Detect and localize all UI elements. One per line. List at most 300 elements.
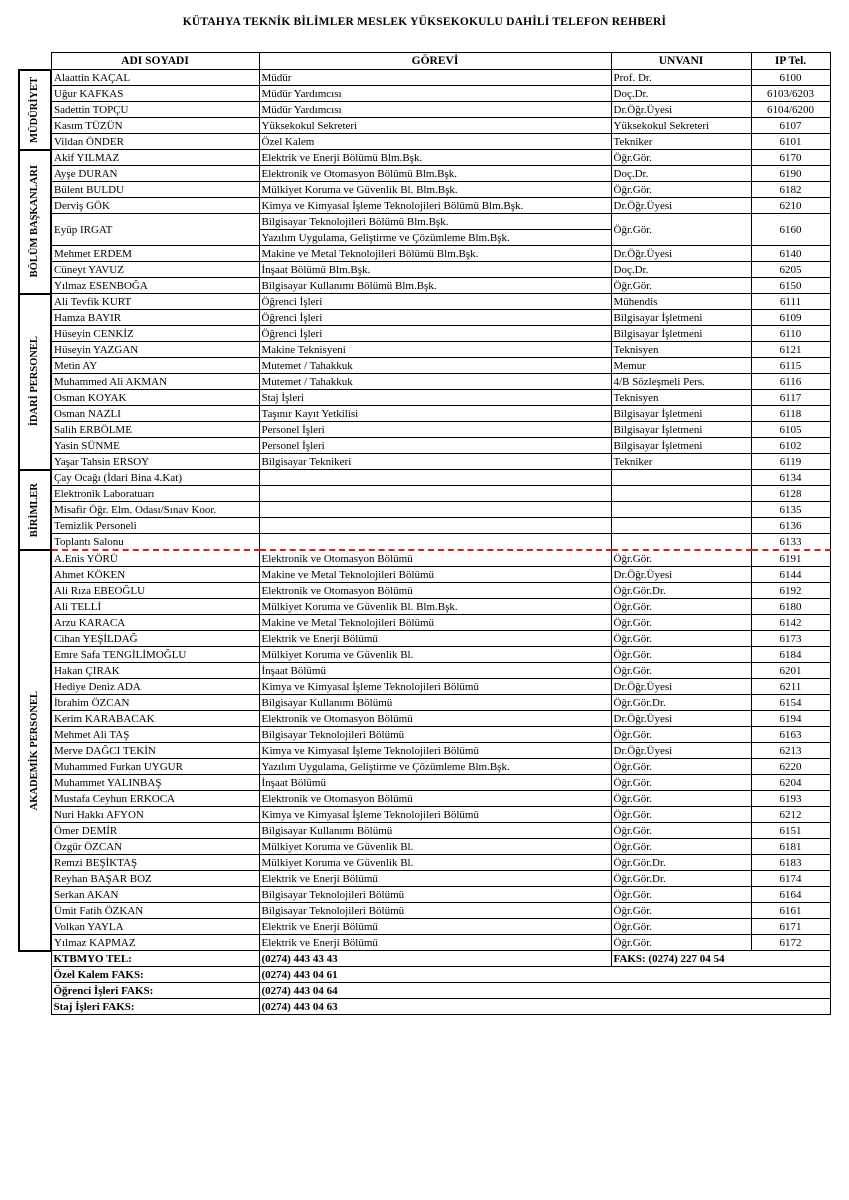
cell-role: Öğrenci İşleri bbox=[259, 310, 611, 326]
cell-name: Metin AY bbox=[51, 358, 259, 374]
cell-name: Hüseyin YAZGAN bbox=[51, 342, 259, 358]
cell-role: Mülkiyet Koruma ve Güvenlik Bl. Blm.Bşk. bbox=[259, 599, 611, 615]
cell-tel: 6182 bbox=[751, 182, 830, 198]
cell-title: Öğr.Gör. bbox=[611, 775, 751, 791]
cell-title: Öğr.Gör. bbox=[611, 214, 751, 246]
cell-tel: 6190 bbox=[751, 166, 830, 182]
cell-name: Reyhan BAŞAR BOZ bbox=[51, 871, 259, 887]
cell-role: Mutemet / Tahakkuk bbox=[259, 358, 611, 374]
footer-value: (0274) 443 04 63 bbox=[259, 999, 830, 1015]
cell-title: Doç.Dr. bbox=[611, 166, 751, 182]
cell-role: Öğrenci İşleri bbox=[259, 326, 611, 342]
cell-name: İbrahim ÖZCAN bbox=[51, 695, 259, 711]
contact-footer bbox=[19, 951, 830, 1015]
cell-title bbox=[611, 502, 751, 518]
table-row bbox=[19, 454, 830, 470]
table-row bbox=[19, 166, 830, 182]
cell-tel: 6128 bbox=[751, 486, 830, 502]
cell-tel: 6150 bbox=[751, 278, 830, 294]
table-row bbox=[19, 118, 830, 134]
cell-role: Müdür Yardımcısı bbox=[259, 86, 611, 102]
cell-tel: 6121 bbox=[751, 342, 830, 358]
footer-value: (0274) 443 04 61 bbox=[259, 967, 830, 983]
table-row bbox=[19, 871, 830, 887]
cell-role: Elektronik ve Otomasyon Bölümü bbox=[259, 791, 611, 807]
cell-tel: 6101 bbox=[751, 134, 830, 150]
section-label-cell bbox=[19, 550, 51, 951]
cell-role: Bilgisayar Teknikeri bbox=[259, 454, 611, 470]
header-name: ADI SOYADI bbox=[51, 53, 259, 70]
cell-name: Muhammed Furkan UYGUR bbox=[51, 759, 259, 775]
cell-tel: 6151 bbox=[751, 823, 830, 839]
table-row bbox=[19, 374, 830, 390]
cell-title: Memur bbox=[611, 358, 751, 374]
cell-name: Toplantı Salonu bbox=[51, 534, 259, 551]
cell-role: Taşınır Kayıt Yetkilisi bbox=[259, 406, 611, 422]
section-label: İDARİ PERSONEL bbox=[29, 336, 40, 427]
cell-name: Serkan AKAN bbox=[51, 887, 259, 903]
cell-role: Elektronik ve Otomasyon Bölümü Blm.Bşk. bbox=[259, 166, 611, 182]
table-row bbox=[19, 294, 830, 310]
cell-name: Kerim KARABACAK bbox=[51, 711, 259, 727]
cell-tel: 6212 bbox=[751, 807, 830, 823]
cell-tel: 6142 bbox=[751, 615, 830, 631]
cell-name: Mehmet Ali TAŞ bbox=[51, 727, 259, 743]
cell-role: Elektrik ve Enerji Bölümü bbox=[259, 919, 611, 935]
cell-role: Makine ve Metal Teknolojileri Bölümü Blm.Bşk. bbox=[259, 246, 611, 262]
cell-tel: 6210 bbox=[751, 198, 830, 214]
section-label-cell bbox=[19, 470, 51, 551]
cell-title: Tekniker bbox=[611, 134, 751, 150]
table-row bbox=[19, 855, 830, 871]
cell-title: Bilgisayar İşletmeni bbox=[611, 422, 751, 438]
cell-title: Öğr.Gör. bbox=[611, 823, 751, 839]
cell-title bbox=[611, 518, 751, 534]
cell-tel: 6100 bbox=[751, 70, 830, 86]
footer-label: Özel Kalem FAKS: bbox=[51, 967, 259, 983]
cell-role: Bilgisayar Teknolojileri Bölümü bbox=[259, 887, 611, 903]
cell-name: Eyüp IRGAT bbox=[51, 214, 259, 246]
cell-title: Öğr.Gör. bbox=[611, 807, 751, 823]
cell-tel: 6160 bbox=[751, 214, 830, 246]
cell-tel: 6115 bbox=[751, 358, 830, 374]
table-row bbox=[19, 182, 830, 198]
cell-role: Elektrik ve Enerji Bölümü bbox=[259, 631, 611, 647]
cell-tel: 6118 bbox=[751, 406, 830, 422]
cell-title: Bilgisayar İşletmeni bbox=[611, 438, 751, 454]
cell-tel: 6144 bbox=[751, 567, 830, 583]
table-row bbox=[19, 663, 830, 679]
cell-role bbox=[259, 518, 611, 534]
section-label: BÖLÜM BAŞKANLARI bbox=[29, 165, 40, 278]
cell-role: Öğrenci İşleri bbox=[259, 294, 611, 310]
table-row bbox=[19, 631, 830, 647]
cell-title bbox=[611, 486, 751, 502]
cell-role: Bilgisayar Kullanımı Bölümü bbox=[259, 695, 611, 711]
cell-name: Alaattin KAÇAL bbox=[51, 70, 259, 86]
cell-title bbox=[611, 534, 751, 551]
table-row bbox=[19, 486, 830, 502]
cell-tel: 6109 bbox=[751, 310, 830, 326]
cell-role: Mülkiyet Koruma ve Güvenlik Bl. Blm.Bşk. bbox=[259, 182, 611, 198]
footer-row bbox=[19, 999, 830, 1015]
table-row bbox=[19, 679, 830, 695]
cell-title: Dr.Öğr.Üyesi bbox=[611, 567, 751, 583]
cell-name: Yılmaz ESENBOĞA bbox=[51, 278, 259, 294]
cell-title: Öğr.Gör. bbox=[611, 935, 751, 951]
cell-role: Yazılım Uygulama, Geliştirme ve Çözümleme Blm.Bşk. bbox=[259, 230, 611, 246]
cell-tel: 6171 bbox=[751, 919, 830, 935]
cell-name: Nuri Hakkı AFYON bbox=[51, 807, 259, 823]
table-row bbox=[19, 102, 830, 118]
cell-title: Öğr.Gör. bbox=[611, 887, 751, 903]
cell-name: Mustafa Ceyhun ERKOCA bbox=[51, 791, 259, 807]
footer-spacer bbox=[19, 983, 51, 999]
cell-name: Hakan ÇIRAK bbox=[51, 663, 259, 679]
table-row bbox=[19, 743, 830, 759]
cell-name: Temizlik Personeli bbox=[51, 518, 259, 534]
table-row bbox=[19, 583, 830, 599]
cell-tel: 6191 bbox=[751, 550, 830, 567]
cell-title: Dr.Öğr.Üyesi bbox=[611, 198, 751, 214]
footer-spacer bbox=[19, 951, 51, 967]
cell-name: Salih ERBÖLME bbox=[51, 422, 259, 438]
phone-directory bbox=[18, 52, 831, 1015]
cell-tel: 6205 bbox=[751, 262, 830, 278]
directory-body bbox=[19, 70, 830, 951]
table-row bbox=[19, 278, 830, 294]
cell-role: Kimya ve Kimyasal İşleme Teknolojileri Bölümü bbox=[259, 807, 611, 823]
cell-role: İnşaat Bölümü bbox=[259, 663, 611, 679]
cell-tel: 6161 bbox=[751, 903, 830, 919]
section-label-cell bbox=[19, 150, 51, 294]
header-title: UNVANI bbox=[611, 53, 751, 70]
cell-tel: 6201 bbox=[751, 663, 830, 679]
cell-tel: 6134 bbox=[751, 470, 830, 486]
cell-name: Ümit Fatih ÖZKAN bbox=[51, 903, 259, 919]
cell-tel: 6180 bbox=[751, 599, 830, 615]
cell-tel: 6135 bbox=[751, 502, 830, 518]
cell-name: Arzu KARACA bbox=[51, 615, 259, 631]
cell-name: Cihan YEŞİLDAĞ bbox=[51, 631, 259, 647]
cell-name: Yaşar Tahsin ERSOY bbox=[51, 454, 259, 470]
table-row bbox=[19, 262, 830, 278]
cell-name: Remzi BEŞİKTAŞ bbox=[51, 855, 259, 871]
cell-role: Bilgisayar Teknolojileri Bölümü Blm.Bşk. bbox=[259, 214, 611, 230]
section-label: BİRİMLER bbox=[29, 482, 40, 537]
cell-role: Yüksekokul Sekreteri bbox=[259, 118, 611, 134]
cell-name: Muhammet YALINBAŞ bbox=[51, 775, 259, 791]
cell-name: Ahmet KÖKEN bbox=[51, 567, 259, 583]
cell-name: Çay Ocağı (İdari Bina 4.Kat) bbox=[51, 470, 259, 486]
cell-tel: 6174 bbox=[751, 871, 830, 887]
cell-role: Elektrik ve Enerji Bölümü bbox=[259, 935, 611, 951]
table-row bbox=[19, 647, 830, 663]
cell-tel: 6194 bbox=[751, 711, 830, 727]
header-role: GÖREVİ bbox=[259, 53, 611, 70]
table-row bbox=[19, 246, 830, 262]
cell-title: Öğr.Gör.Dr. bbox=[611, 855, 751, 871]
cell-name: Ömer DEMİR bbox=[51, 823, 259, 839]
table-row bbox=[19, 438, 830, 454]
cell-title: Teknisyen bbox=[611, 342, 751, 358]
directory-table bbox=[18, 52, 831, 1015]
cell-title: Öğr.Gör. bbox=[611, 150, 751, 166]
cell-name: Hediye Deniz ADA bbox=[51, 679, 259, 695]
cell-name: Ali Tevfik KURT bbox=[51, 294, 259, 310]
cell-title: Öğr.Gör. bbox=[611, 599, 751, 615]
cell-name: Hüseyin CENKİZ bbox=[51, 326, 259, 342]
cell-title: Öğr.Gör. bbox=[611, 727, 751, 743]
cell-tel: 6193 bbox=[751, 791, 830, 807]
cell-tel: 6163 bbox=[751, 727, 830, 743]
cell-title: Öğr.Gör. bbox=[611, 759, 751, 775]
table-row bbox=[19, 727, 830, 743]
table-row bbox=[19, 470, 830, 486]
cell-name: Muhammed Ali AKMAN bbox=[51, 374, 259, 390]
cell-name: Özgür ÖZCAN bbox=[51, 839, 259, 855]
cell-tel: 6103/6203 bbox=[751, 86, 830, 102]
cell-tel: 6116 bbox=[751, 374, 830, 390]
cell-name: Misafir Öğr. Elm. Odası/Sınav Koor. bbox=[51, 502, 259, 518]
cell-role: Müdür Yardımcısı bbox=[259, 102, 611, 118]
table-row bbox=[19, 326, 830, 342]
cell-name: Vildan ÖNDER bbox=[51, 134, 259, 150]
cell-tel: 6211 bbox=[751, 679, 830, 695]
table-row bbox=[19, 823, 830, 839]
footer-label: Öğrenci İşleri FAKS: bbox=[51, 983, 259, 999]
table-row bbox=[19, 711, 830, 727]
cell-role: İnşaat Bölümü Blm.Bşk. bbox=[259, 262, 611, 278]
cell-title: Öğr.Gör. bbox=[611, 647, 751, 663]
cell-tel: 6110 bbox=[751, 326, 830, 342]
cell-role: Yazılım Uygulama, Geliştirme ve Çözümleme Blm.Bşk. bbox=[259, 759, 611, 775]
cell-tel: 6154 bbox=[751, 695, 830, 711]
cell-name: Ali TELLİ bbox=[51, 599, 259, 615]
cell-tel: 6104/6200 bbox=[751, 102, 830, 118]
cell-name: Yasin SÜNME bbox=[51, 438, 259, 454]
table-row bbox=[19, 550, 830, 567]
table-row bbox=[19, 214, 830, 230]
cell-tel: 6105 bbox=[751, 422, 830, 438]
cell-role: Kimya ve Kimyasal İşleme Teknolojileri Bölümü bbox=[259, 743, 611, 759]
section-label: MÜDÜRİYET bbox=[29, 76, 40, 143]
cell-tel: 6181 bbox=[751, 839, 830, 855]
cell-tel: 6172 bbox=[751, 935, 830, 951]
cell-role: Bilgisayar Kullanımı Bölümü Blm.Bşk. bbox=[259, 278, 611, 294]
cell-tel: 6220 bbox=[751, 759, 830, 775]
section-label-cell bbox=[19, 70, 51, 150]
cell-tel: 6213 bbox=[751, 743, 830, 759]
cell-name: Derviş GÖK bbox=[51, 198, 259, 214]
cell-role bbox=[259, 534, 611, 551]
cell-tel: 6111 bbox=[751, 294, 830, 310]
cell-title: Öğr.Gör. bbox=[611, 839, 751, 855]
table-row bbox=[19, 935, 830, 951]
cell-title: Öğr.Gör. bbox=[611, 791, 751, 807]
table-row bbox=[19, 791, 830, 807]
cell-title: Dr.Öğr.Üyesi bbox=[611, 711, 751, 727]
cell-name: Cüneyt YAVUZ bbox=[51, 262, 259, 278]
cell-name: Ayşe DURAN bbox=[51, 166, 259, 182]
cell-name: Kasım TÜZÜN bbox=[51, 118, 259, 134]
cell-tel: 6184 bbox=[751, 647, 830, 663]
cell-role: Makine Teknisyeni bbox=[259, 342, 611, 358]
cell-title: Öğr.Gör. bbox=[611, 615, 751, 631]
table-row bbox=[19, 567, 830, 583]
table-row bbox=[19, 390, 830, 406]
cell-title: Prof. Dr. bbox=[611, 70, 751, 86]
cell-role: Staj İşleri bbox=[259, 390, 611, 406]
footer-spacer bbox=[19, 999, 51, 1015]
footer-label: KTBMYO TEL: bbox=[51, 951, 259, 967]
cell-role: İnşaat Bölümü bbox=[259, 775, 611, 791]
section-label-cell bbox=[19, 294, 51, 470]
cell-name: Osman NAZLI bbox=[51, 406, 259, 422]
cell-title: Bilgisayar İşletmeni bbox=[611, 406, 751, 422]
cell-title: Bilgisayar İşletmeni bbox=[611, 310, 751, 326]
cell-role: Kimya ve Kimyasal İşleme Teknolojileri Bölümü bbox=[259, 679, 611, 695]
cell-name: Merve DAĞCI TEKİN bbox=[51, 743, 259, 759]
table-row bbox=[19, 502, 830, 518]
cell-tel: 6164 bbox=[751, 887, 830, 903]
cell-title: Öğr.Gör. bbox=[611, 663, 751, 679]
footer-row bbox=[19, 983, 830, 999]
table-row bbox=[19, 310, 830, 326]
cell-title: Dr.Öğr.Üyesi bbox=[611, 102, 751, 118]
cell-role: Bilgisayar Teknolojileri Bölümü bbox=[259, 727, 611, 743]
cell-role bbox=[259, 502, 611, 518]
table-row bbox=[19, 599, 830, 615]
table-row bbox=[19, 518, 830, 534]
cell-role: Makine ve Metal Teknolojileri Bölümü bbox=[259, 567, 611, 583]
cell-role: Elektronik ve Otomasyon Bölümü bbox=[259, 550, 611, 567]
cell-role: Özel Kalem bbox=[259, 134, 611, 150]
cell-title: Öğr.Gör.Dr. bbox=[611, 871, 751, 887]
cell-name: Bülent BULDU bbox=[51, 182, 259, 198]
cell-name: Ali Rıza EBEOĞLU bbox=[51, 583, 259, 599]
cell-role: Elektronik ve Otomasyon Bölümü bbox=[259, 583, 611, 599]
cell-title: Mühendis bbox=[611, 294, 751, 310]
cell-role: Elektronik ve Otomasyon Bölümü bbox=[259, 711, 611, 727]
table-row bbox=[19, 534, 830, 551]
cell-tel: 6170 bbox=[751, 150, 830, 166]
cell-title: Öğr.Gör. bbox=[611, 182, 751, 198]
cell-title: Öğr.Gör. bbox=[611, 903, 751, 919]
cell-name: Emre Safa TENGİLİMOĞLU bbox=[51, 647, 259, 663]
table-row bbox=[19, 358, 830, 374]
table-row bbox=[19, 839, 830, 855]
table-row bbox=[19, 919, 830, 935]
table-row bbox=[19, 807, 830, 823]
cell-title: Öğr.Gör. bbox=[611, 919, 751, 935]
cell-title: Bilgisayar İşletmeni bbox=[611, 326, 751, 342]
table-row bbox=[19, 406, 830, 422]
cell-title: Öğr.Gör.Dr. bbox=[611, 695, 751, 711]
cell-tel: 6117 bbox=[751, 390, 830, 406]
cell-tel: 6204 bbox=[751, 775, 830, 791]
page-title: KÜTAHYA TEKNİK BİLİMLER MESLEK YÜKSEKOKULU DAHİLİ TELEFON REHBERİ bbox=[182, 16, 667, 28]
cell-name: Sadettin TOPÇU bbox=[51, 102, 259, 118]
cell-tel: 6136 bbox=[751, 518, 830, 534]
cell-role: Mülkiyet Koruma ve Güvenlik Bl. bbox=[259, 647, 611, 663]
table-row bbox=[19, 695, 830, 711]
cell-title: Öğr.Gör. bbox=[611, 278, 751, 294]
footer-row bbox=[19, 967, 830, 983]
cell-title: Yüksekokul Sekreteri bbox=[611, 118, 751, 134]
cell-tel: 6133 bbox=[751, 534, 830, 551]
cell-role: Personel İşleri bbox=[259, 422, 611, 438]
cell-name: Elektronik Laboratuarı bbox=[51, 486, 259, 502]
cell-role: Kimya ve Kimyasal İşleme Teknolojileri Bölümü Blm.Bşk. bbox=[259, 198, 611, 214]
cell-tel: 6183 bbox=[751, 855, 830, 871]
cell-name: Yılmaz KAPMAZ bbox=[51, 935, 259, 951]
footer-value: (0274) 443 04 64 bbox=[259, 983, 830, 999]
table-row bbox=[19, 422, 830, 438]
cell-role bbox=[259, 486, 611, 502]
cell-title: Dr.Öğr.Üyesi bbox=[611, 246, 751, 262]
table-row bbox=[19, 86, 830, 102]
cell-role: Bilgisayar Teknolojileri Bölümü bbox=[259, 903, 611, 919]
cell-title: Dr.Öğr.Üyesi bbox=[611, 679, 751, 695]
cell-role: Elektrik ve Enerji Bölümü bbox=[259, 871, 611, 887]
cell-title: Doç.Dr. bbox=[611, 86, 751, 102]
cell-name: Osman KOYAK bbox=[51, 390, 259, 406]
cell-tel: 6173 bbox=[751, 631, 830, 647]
cell-tel: 6192 bbox=[751, 583, 830, 599]
table-row bbox=[19, 70, 830, 86]
header-row bbox=[19, 53, 830, 70]
footer-value: (0274) 443 43 43 bbox=[259, 951, 611, 967]
footer-label: Staj İşleri FAKS: bbox=[51, 999, 259, 1015]
cell-name: Uğur KAFKAS bbox=[51, 86, 259, 102]
cell-role: Mutemet / Tahakkuk bbox=[259, 374, 611, 390]
footer-spacer bbox=[19, 967, 51, 983]
cell-name: Mehmet ERDEM bbox=[51, 246, 259, 262]
cell-tel: 6140 bbox=[751, 246, 830, 262]
cell-role: Mülkiyet Koruma ve Güvenlik Bl. bbox=[259, 839, 611, 855]
cell-role bbox=[259, 470, 611, 486]
table-row bbox=[19, 615, 830, 631]
cell-role: Elektrik ve Enerji Bölümü Blm.Bşk. bbox=[259, 150, 611, 166]
footer-fax: FAKS: (0274) 227 04 54 bbox=[611, 951, 830, 967]
table-row bbox=[19, 759, 830, 775]
cell-title: 4/B Sözleşmeli Pers. bbox=[611, 374, 751, 390]
cell-title: Dr.Öğr.Üyesi bbox=[611, 743, 751, 759]
table-row bbox=[19, 134, 830, 150]
table-row bbox=[19, 342, 830, 358]
cell-role: Müdür bbox=[259, 70, 611, 86]
cell-tel: 6119 bbox=[751, 454, 830, 470]
cell-name: Hamza BAYIR bbox=[51, 310, 259, 326]
cell-title: Öğr.Gör. bbox=[611, 550, 751, 567]
cell-name: Volkan YAYLA bbox=[51, 919, 259, 935]
cell-name: A.Enis YÖRÜ bbox=[51, 550, 259, 567]
cell-role: Bilgisayar Kullanımı Bölümü bbox=[259, 823, 611, 839]
section-label: AKADEMİK PERSONEL bbox=[29, 690, 40, 810]
cell-title: Teknisyen bbox=[611, 390, 751, 406]
header-tel: IP Tel. bbox=[751, 53, 830, 70]
cell-tel: 6107 bbox=[751, 118, 830, 134]
table-row bbox=[19, 887, 830, 903]
table-row bbox=[19, 903, 830, 919]
cell-tel: 6102 bbox=[751, 438, 830, 454]
table-row bbox=[19, 198, 830, 214]
table-row bbox=[19, 775, 830, 791]
cell-role: Makine ve Metal Teknolojileri Bölümü bbox=[259, 615, 611, 631]
cell-title: Öğr.Gör.Dr. bbox=[611, 583, 751, 599]
cell-role: Personel İşleri bbox=[259, 438, 611, 454]
